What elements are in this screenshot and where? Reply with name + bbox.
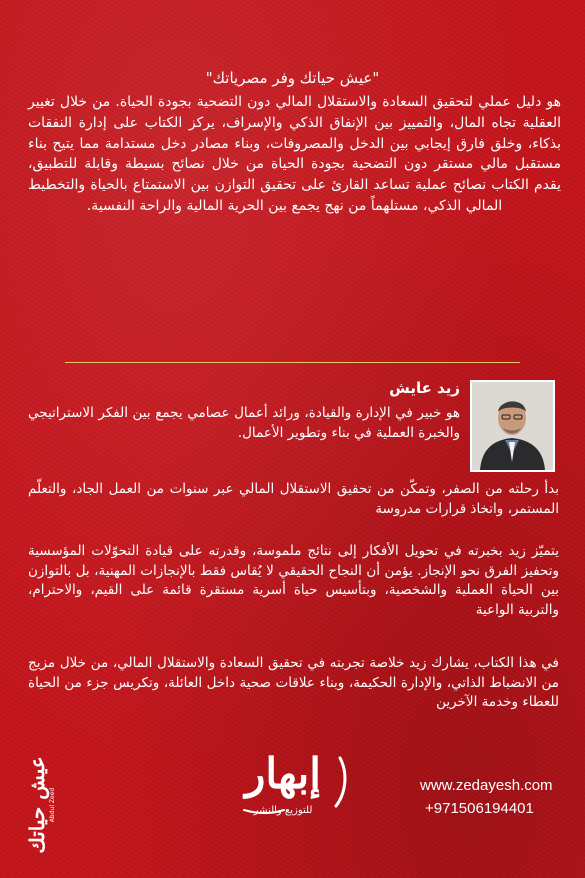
signature-text: عيش حياتك [25, 756, 49, 854]
book-blurb: هو دليل عملي لتحقيق السعادة والاستقلال المالي دون التضحية بجودة الحياة. من خلال تغيير العقلية تجاه المال، والتمييز بين الإنفاق الذكي والإسراف، يركز الكتاب على إدارة النفقات بذكاء، وخلق فارق إيجابي بين الدخل والمصروفات، وبناء مصادر دخل مستدامة مما يتيح بناء مستقبل مالي مستقر دون التضحية بجودة الحياة من خلال نصائح بسيطة وقابلة للتطبيق، يقدم الكتاب نصائح عملية تساعد القارئ على تحقيق التوازن بين الاستمتاع بالحياة والتخطيط المالي الذكي، مستلهماً من نهج يجمع بين الحرية المالية والراحة النفسية. [28, 94, 561, 214]
signature-subtext: Abdul Zeed [49, 787, 56, 823]
author-signature-logo [18, 750, 58, 860]
author-intro: هو خبير في الإدارة والقيادة، ورائد أعمال عصامي يجمع بين الفكر الاستراتيجي والخبرة العملية في بناء وتطوير الأعمال. [28, 405, 460, 441]
website-link[interactable]: www.zedayesh.com [420, 777, 553, 794]
publisher-subtitle: للتوزيع والنشر [253, 805, 313, 816]
phone-number: +971506194401 [425, 800, 534, 817]
divider-line [65, 362, 520, 363]
author-photo [470, 380, 555, 472]
book-title: "عيش حياتك وفر مصرياتك" [205, 69, 380, 87]
author-name: زيد عايش [389, 379, 460, 397]
author-bio-paragraph: في هذا الكتاب، يشارك زيد خلاصة تجربته في تحقيق السعادة والاستقلال المالي، من خلال مزيج من الانضباط الذاتي، والإدارة الحكيمة، وبناء علاقات صحية داخل العائلة، وتكريس جزء من الحياة للعطاء وخدمة الآخرين [28, 655, 559, 711]
author-bio-paragraph: بدأ رحلته من الصفر، وتمكّن من تحقيق الاستقلال المالي عبر سنوات من العمل الجاد، والتعلّم المستمر، واتخاذ قرارات مدروسة [28, 481, 559, 517]
author-portrait-icon [472, 382, 553, 470]
author-bio-paragraph: يتميّز زيد بخبرته في تحويل الأفكار إلى نتائج ملموسة، وقدرته على قيادة التحوّلات المؤسسية وتحفيز الفرق نحو الإنجاز. يؤمن أن النجاح الحقيقي لا يُقاس فقط بالإنجازات المهنية، بل بالتوازن بين الحياة العملية والشخصية، وبتأسيس حياة أسرية مستقرة قائمة على القيم، والاحترام، والتربية الواعية [28, 543, 559, 618]
publisher-name: إبهار [245, 749, 321, 798]
